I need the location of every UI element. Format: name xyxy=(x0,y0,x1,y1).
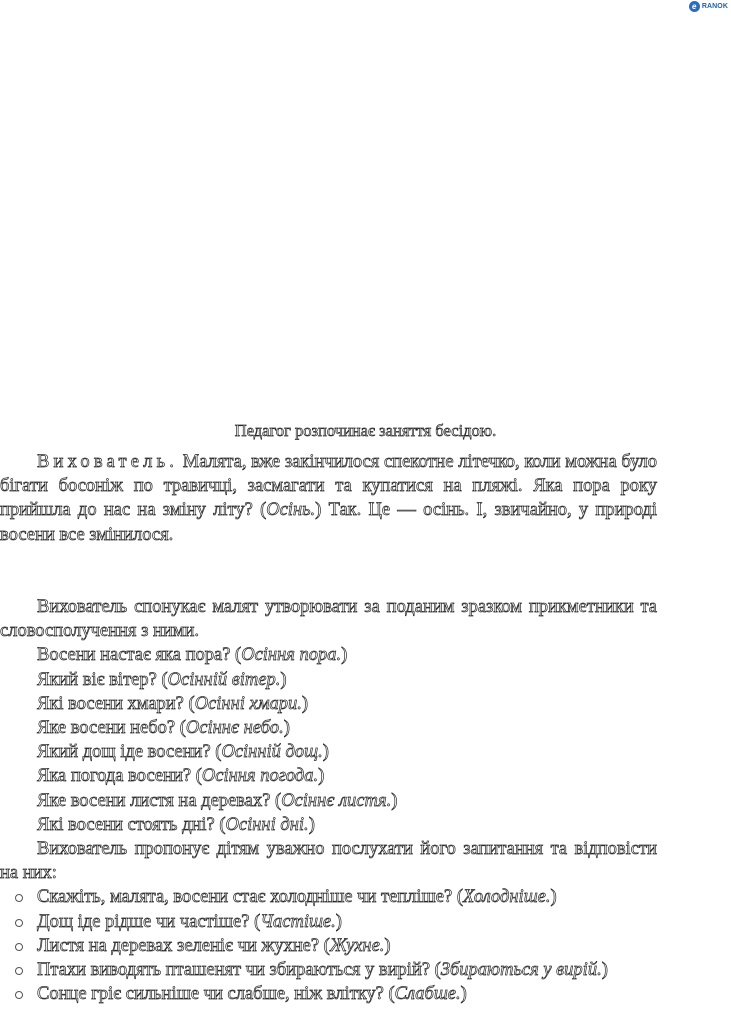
question-item: Птахи виводять пташенят чи збираються у вирій? (Збираються у вирій.) xyxy=(0,958,657,982)
publisher-logo xyxy=(689,0,728,12)
list-item: Який віє вітер? (Осінній вітер.) xyxy=(37,669,287,690)
intro-text-1: Малята, вже закінчилося спекотне літечко, коли можна було бігати босоніж по травичці, засмагати та купатися на пляжі. Яка пора року прийшла до нас на зміну літу? ( xyxy=(0,452,657,521)
list-item: Яке восени небо? (Осіннє небо.) xyxy=(37,718,290,739)
list-item: Яка погода восени? (Осіння погода.) xyxy=(37,766,325,787)
questions-intro: Вихователь пропонує дітям уважно послухати його запитання та відповісти на них: xyxy=(0,839,657,884)
exercise-instruction: Вихователь спонукає малят утворювати за поданим зразком прикметники та словосполучення з ними. xyxy=(0,597,657,642)
bullet-icon xyxy=(15,943,23,951)
bullet-icon xyxy=(15,894,23,902)
question-item: Дощ іде рідше чи частіше? (Частіше.) xyxy=(0,910,657,934)
logo-text: RANOK xyxy=(701,2,728,10)
question-list xyxy=(0,885,657,1006)
bullet-icon xyxy=(15,991,23,999)
exercise-block xyxy=(0,595,657,1006)
question-item: Скажіть, малята, восени стає холодніше чи тепліше? (Холодніше.) xyxy=(0,885,657,909)
question-item: Листя на деревах зеленіє чи жухне? (Жухне.) xyxy=(0,934,657,958)
intro-text-2: ) Так. Це — осінь. І, звичайно, у природі восени все змінилося. xyxy=(0,500,657,545)
intro-answer: Осінь. xyxy=(266,500,316,521)
list-item: Яке восени листя на деревах? (Осіннє листя.) xyxy=(37,790,398,811)
list-item: Які восени стоять дні? (Осінні дні.) xyxy=(37,814,315,835)
speaker-label: Вихователь. xyxy=(37,452,179,472)
list-item: Які восени хмари? (Осінні хмари.) xyxy=(37,693,309,714)
list-item: Восени настає яка пора? (Осіння пора.) xyxy=(37,645,348,666)
bullet-icon xyxy=(15,967,23,975)
question-item: Сонце гріє сильніше чи слабше, ніж влітку? (Слабше.) xyxy=(0,982,657,1006)
bullet-icon xyxy=(15,919,23,927)
section-heading: Педагог розпочинає заняття бесідою. xyxy=(234,421,497,440)
list-item: Який дощ іде восени? (Осінній дощ.) xyxy=(37,742,329,763)
e-letter-icon: e xyxy=(689,1,700,12)
intro-paragraph xyxy=(0,450,657,547)
